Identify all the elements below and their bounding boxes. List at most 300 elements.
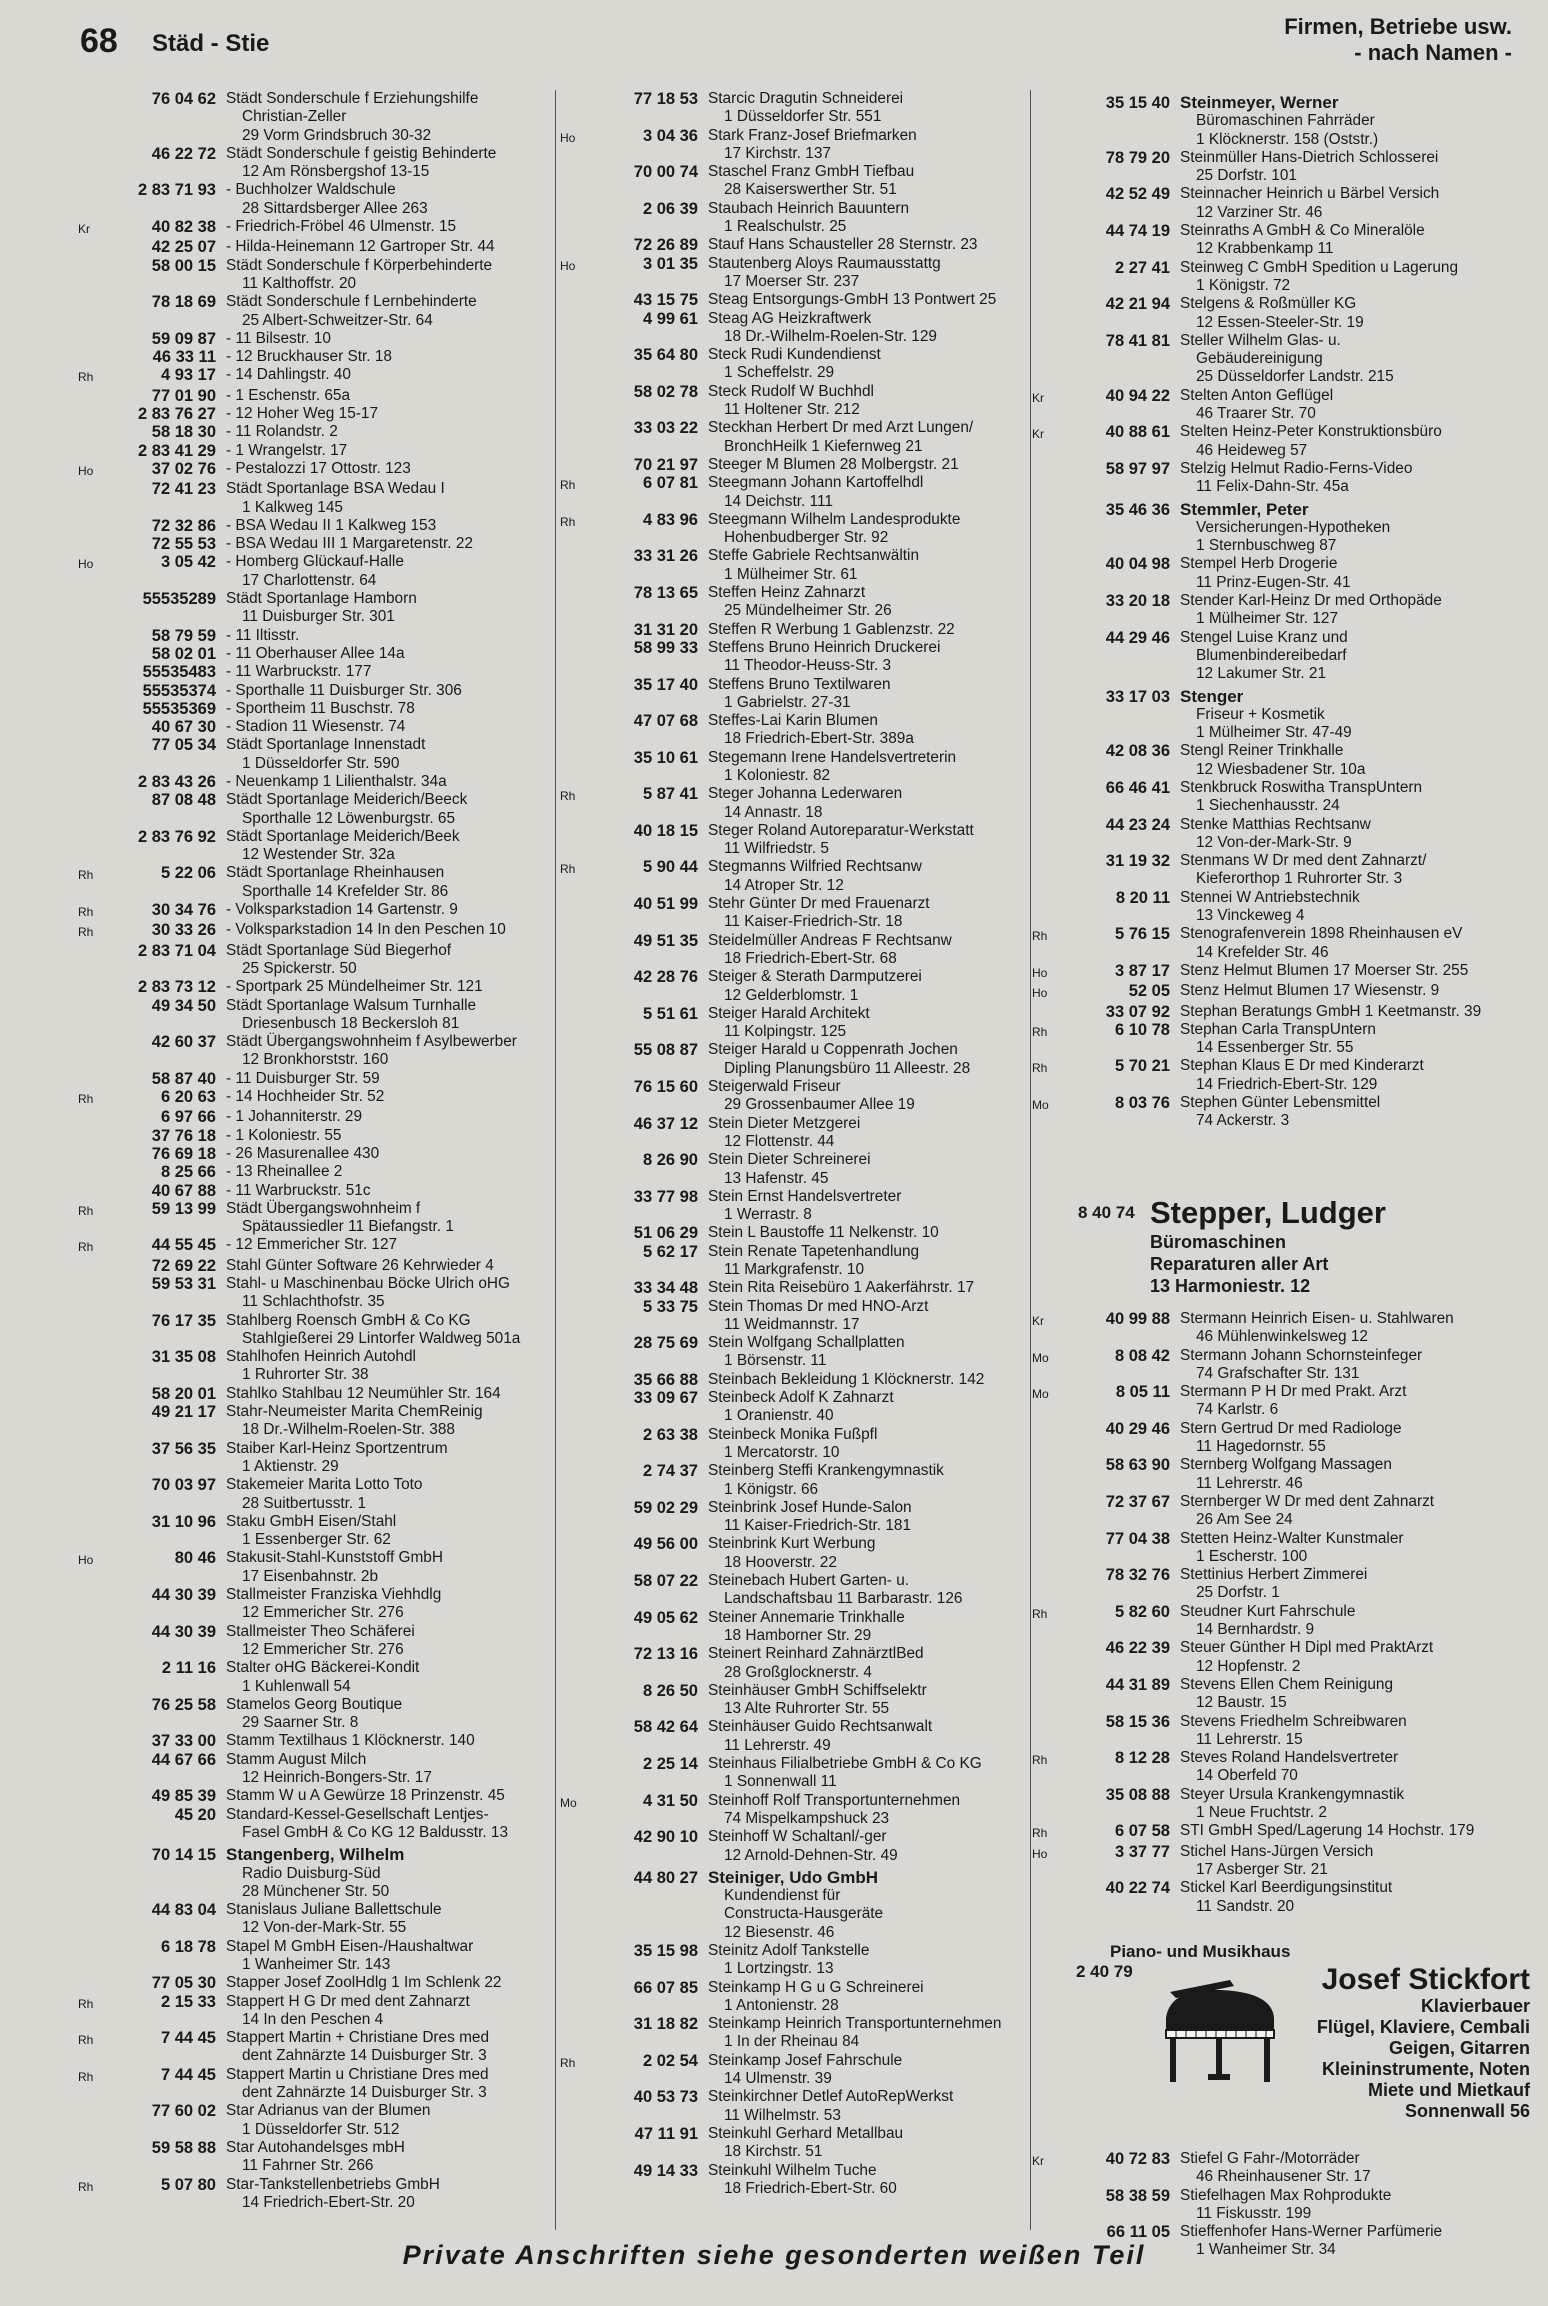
listing-text xyxy=(1180,423,1520,460)
listing-text xyxy=(708,2125,1030,2162)
listing-line: 14 Deichstr. 111 xyxy=(724,492,833,510)
listing-line: 74 Karlstr. 6 xyxy=(1196,1401,1279,1419)
listing-entry xyxy=(78,1787,550,1805)
phone-number: 7 44 45 xyxy=(160,2065,216,2084)
listing-text xyxy=(226,460,550,480)
district-code xyxy=(78,1182,110,1200)
phone-number: 5 33 75 xyxy=(642,1297,698,1316)
listing-line: Steudner Kurt Fahrschule xyxy=(1180,1602,1356,1620)
listing-text xyxy=(708,547,1030,584)
district-code xyxy=(1032,852,1064,889)
district-code xyxy=(78,682,110,700)
advert-phone: 2 40 79 xyxy=(1076,1962,1133,1981)
district-code xyxy=(560,895,592,932)
listing-text xyxy=(1180,962,1520,982)
listing-text xyxy=(226,1236,550,1256)
district-code: Kr xyxy=(1032,2154,1044,2168)
advert-line: Geigen, Gitarren xyxy=(1388,2038,1530,2058)
listing-line: 1 Scheffelstr. 29 xyxy=(724,364,835,382)
listing-line: 25 Düsseldorfer Landstr. 215 xyxy=(1196,368,1394,386)
listing-line: Steinberg Steffi Krankengymnastik xyxy=(708,1462,944,1480)
listing-line: Stanislaus Juliane Ballettschule xyxy=(226,1901,442,1919)
district-code xyxy=(1032,259,1064,296)
phone-number: 58 38 59 xyxy=(1105,2186,1170,2205)
listing-line: Stermann P H Dr med Prakt. Arzt xyxy=(1180,1383,1407,1401)
listing-line: Stephan Carla TranspUntern xyxy=(1180,1020,1376,1038)
listing-text xyxy=(708,1334,1030,1371)
listing-line: 46 Traarer Str. 70 xyxy=(1196,405,1316,423)
phone-number: 2 06 39 xyxy=(642,199,698,218)
listing-text xyxy=(226,700,550,718)
listing-line: 14 In den Peschen 4 xyxy=(242,2010,384,2028)
listing-line: 1 Kalkweg 145 xyxy=(242,498,343,516)
listing-entry xyxy=(78,828,550,865)
district-code xyxy=(1032,629,1064,684)
listing-line: Steiner Annemarie Trinkhalle xyxy=(708,1608,905,1626)
listing-entry xyxy=(560,1334,1030,1371)
district-code: Ho xyxy=(560,130,576,145)
listing-line: Stein Rita Reisebüro 1 Aakerfährstr. 17 xyxy=(708,1279,975,1297)
phone-number: 44 55 45 xyxy=(151,1236,216,1255)
phone-number: 42 08 36 xyxy=(1105,742,1170,761)
listing-line: 25 Mündelheimer Str. 26 xyxy=(724,602,892,620)
phone-number: 76 69 18 xyxy=(151,1144,216,1163)
listing-entry xyxy=(78,1440,550,1477)
phone-number: 72 37 67 xyxy=(1105,1492,1170,1511)
phone-number: 3 37 77 xyxy=(1114,1842,1170,1861)
listing-entry xyxy=(560,2162,1030,2199)
district-code xyxy=(560,1869,592,1942)
listing-entry xyxy=(560,255,1030,292)
listing-line: Steinbeck Monika Fußpfl xyxy=(708,1425,878,1443)
listing-line: Steiger Harald Architekt xyxy=(708,1004,870,1022)
district-code xyxy=(1032,149,1064,186)
listing-text xyxy=(226,1257,550,1275)
listing-line: - 11 Warbruckstr. 51c xyxy=(226,1181,371,1199)
listing-line: 13 Hafenstr. 45 xyxy=(724,1169,829,1187)
listing-line: 25 Dorfstr. 1 xyxy=(1196,1584,1280,1602)
listing-text xyxy=(226,1586,550,1623)
phone-number: 7 44 45 xyxy=(160,2029,216,2048)
phone-number: 2 63 38 xyxy=(642,1425,698,1444)
phone-number: 77 01 90 xyxy=(151,386,216,405)
phone-number: 6 97 66 xyxy=(160,1108,216,1127)
phone-number: 35 15 98 xyxy=(633,1941,698,1960)
listing-text xyxy=(226,1127,550,1145)
phone-number: 49 85 39 xyxy=(151,1787,216,1806)
phone-number: 33 09 67 xyxy=(633,1389,698,1408)
district-code xyxy=(560,1298,592,1335)
listing-line: 12 Baustr. 15 xyxy=(1196,1694,1287,1712)
listing-text xyxy=(226,366,550,386)
listing-entry xyxy=(560,291,1030,309)
phone-number: 55535374 xyxy=(142,681,216,700)
listing-line: 12 Biesenstr. 46 xyxy=(724,1923,835,1941)
phone-number: 58 18 30 xyxy=(151,423,216,442)
district-code xyxy=(560,1041,592,1078)
advert-line: Flügel, Klaviere, Cembali xyxy=(1316,2017,1530,2037)
listing-entry xyxy=(78,442,550,460)
district-code: Rh xyxy=(1032,1606,1048,1621)
district-code xyxy=(78,645,110,663)
listing-line: 12 Emmericher Str. 276 xyxy=(242,1604,404,1622)
listing-line: 1 Mercatorstr. 10 xyxy=(724,1443,840,1461)
listing-line: Steinkamp Heinrich Transportunternehmen xyxy=(708,2015,1002,2033)
district-code: Rh xyxy=(78,905,94,920)
advert-line: Miete und Mietkauf xyxy=(1367,2080,1530,2100)
listing-entry xyxy=(78,736,550,773)
listing-text xyxy=(226,1163,550,1181)
listing-line: 46 Mühlenwinkelsweg 12 xyxy=(1196,1328,1368,1346)
listing-entry xyxy=(1032,1843,1520,1880)
phone-number: 78 41 81 xyxy=(1105,331,1170,350)
phone-number: 72 13 16 xyxy=(633,1645,698,1664)
listing-line: - Volksparkstadion 14 Gartenstr. 9 xyxy=(226,901,458,919)
listing-entry xyxy=(78,1623,550,1660)
district-code xyxy=(78,2102,110,2139)
listing-entry xyxy=(78,1145,550,1163)
listing-text xyxy=(226,718,550,736)
listing-entry xyxy=(78,1108,550,1126)
listing-text xyxy=(226,627,550,645)
listing-text xyxy=(708,639,1030,676)
listing-text xyxy=(226,442,550,460)
listing-entry xyxy=(78,1586,550,1623)
listing-text xyxy=(226,293,550,330)
column-divider xyxy=(555,90,556,2230)
listing-line: Star Autohandelsges mbH xyxy=(226,2138,405,2156)
listing-entry xyxy=(1032,962,1520,982)
phone-number: 58 42 64 xyxy=(633,1718,698,1737)
listing-text xyxy=(226,1751,550,1788)
listing-entry xyxy=(560,90,1030,127)
listing-line: 1 Essenberger Str. 62 xyxy=(242,1531,391,1549)
listing-line: 12 Flottenstr. 44 xyxy=(724,1132,835,1150)
listing-line: - 1 Johanniterstr. 29 xyxy=(226,1108,363,1126)
listing-line: - 11 Duisburger Str. 59 xyxy=(226,1069,380,1087)
phone-number: 70 00 74 xyxy=(633,163,698,182)
listing-entry xyxy=(560,1499,1030,1536)
listing-line: Steinhoff Rolf Transportunternehmen xyxy=(708,1791,961,1809)
listing-line: Stenger xyxy=(1180,686,1244,706)
listing-line: Steffens Bruno Textilwaren xyxy=(708,675,891,693)
district-code xyxy=(78,1732,110,1750)
listing-entry xyxy=(1032,1786,1520,1823)
listing-line: 11 Wilfriedstr. 5 xyxy=(724,840,829,858)
listing-text xyxy=(226,1659,550,1696)
listing-line: Stermann Johann Schornsteinfeger xyxy=(1180,1346,1423,1364)
listing-text xyxy=(708,2052,1030,2089)
district-code xyxy=(560,1334,592,1371)
district-code: Kr xyxy=(1032,427,1044,442)
page-footer: Private Anschriften siehe gesonderten weißen Teil xyxy=(402,2240,1146,2270)
listing-entry xyxy=(560,1609,1030,1646)
listing-line: Sporthalle 14 Krefelder Str. 86 xyxy=(242,882,449,900)
listing-entry xyxy=(78,181,550,218)
phone-number: 42 25 07 xyxy=(151,238,216,257)
phone-number: 2 74 37 xyxy=(642,1462,698,1481)
listing-line: 17 Kirchstr. 137 xyxy=(724,144,831,162)
listing-entry xyxy=(1032,387,1520,424)
listing-entry xyxy=(1032,1493,1520,1530)
listing-entry xyxy=(560,1979,1030,2016)
listing-entry xyxy=(78,293,550,330)
listing-entry xyxy=(560,1371,1030,1389)
district-code xyxy=(560,1005,592,1042)
listing-entry xyxy=(78,366,550,386)
listing-entry xyxy=(560,419,1030,456)
listing-line: Steinkamp H G u G Schreinerei xyxy=(708,1978,924,1996)
phone-number: 5 90 44 xyxy=(642,858,698,877)
listing-line: Steinhaus Filialbetriebe GmbH & Co KG xyxy=(708,1755,982,1773)
listing-text xyxy=(226,1938,550,1975)
listing-line: Stetten Heinz-Walter Kunstmaler xyxy=(1180,1529,1404,1547)
listing-line: 1 Wanheimer Str. 34 xyxy=(1196,2241,1336,2259)
listing-line: Stein Dieter Metzgerei xyxy=(708,1114,861,1132)
listing-entry xyxy=(1032,1057,1520,1094)
listing-entry xyxy=(1032,1420,1520,1457)
listing-line: Kundendienst für xyxy=(724,1887,841,1905)
listing-entry xyxy=(78,1751,550,1788)
listing-entry xyxy=(78,1385,550,1403)
listing-text xyxy=(226,1108,550,1126)
district-code xyxy=(1032,1676,1064,1713)
listing-text xyxy=(1180,852,1520,889)
district-code xyxy=(78,181,110,218)
district-code: Rh xyxy=(1032,929,1048,944)
listing-line: 11 Felix-Dahn-Str. 45a xyxy=(1196,478,1349,496)
listing-text xyxy=(1180,779,1520,816)
listing-text xyxy=(708,1718,1030,1755)
district-code: Ho xyxy=(78,557,94,572)
listing-line: - 13 Rheinallee 2 xyxy=(226,1163,343,1181)
listing-line: Sporthalle 12 Löwenburgstr. 65 xyxy=(242,809,456,827)
listing-text xyxy=(226,423,550,441)
phone-number: 8 08 42 xyxy=(1114,1346,1170,1365)
listing-line: Stahr-Neumeister Marita ChemReinig xyxy=(226,1403,483,1421)
listing-line: Städt Sportanlage BSA Wedau I xyxy=(226,480,445,498)
district-code xyxy=(560,1115,592,1152)
district-code xyxy=(78,1385,110,1403)
listing-line: Steffe Gabriele Rechtsanwältin xyxy=(708,547,920,565)
listing-line: 29 Grossenbaumer Allee 19 xyxy=(724,1096,915,1114)
district-code: Rh xyxy=(78,1240,94,1255)
listing-entry xyxy=(1032,925,1520,962)
listing-line: Städt Übergangswohnheim f xyxy=(226,1199,421,1217)
listing-text xyxy=(1180,688,1520,743)
phone-number: 35 10 61 xyxy=(633,748,698,767)
listing-line: Steffens Bruno Heinrich Druckerei xyxy=(708,638,941,656)
listing-text xyxy=(226,1088,550,1108)
listing-line: 12 Hopfenstr. 2 xyxy=(1196,1657,1301,1675)
listing-line: 12 Von-der-Mark-Str. 9 xyxy=(1196,833,1352,851)
listing-line: - Friedrich-Fröbel 46 Ulmenstr. 15 xyxy=(226,218,457,236)
district-code xyxy=(78,1974,110,1992)
listing-line: Stenografenverein 1898 Rheinhausen eV xyxy=(1180,925,1463,943)
listing-line: Steves Roland Handelsvertreter xyxy=(1180,1749,1399,1767)
phone-number: 76 15 60 xyxy=(633,1078,698,1097)
listing-text xyxy=(708,932,1030,969)
district-code: Ho xyxy=(1032,986,1048,1001)
listing-entry xyxy=(1032,1310,1520,1347)
listing-entry xyxy=(1032,259,1520,296)
listing-entry xyxy=(560,1942,1030,1979)
listing-text xyxy=(226,942,550,979)
district-code xyxy=(560,163,592,200)
listing-text xyxy=(708,584,1030,621)
phone-number: 77 18 53 xyxy=(633,90,698,108)
phone-number: 3 87 17 xyxy=(1114,961,1170,980)
listing-line: Steger Roland Autoreparatur-Werkstatt xyxy=(708,821,974,839)
phone-number: 33 31 26 xyxy=(633,547,698,566)
district-code xyxy=(78,978,110,996)
listing-line: Steffen R Werbung 1 Gablenzstr. 22 xyxy=(708,620,955,638)
district-code xyxy=(78,1348,110,1385)
column-3 xyxy=(1032,90,1520,1131)
listing-text xyxy=(226,1846,550,1901)
listing-line: Städt Sportanlage Meiderich/Beek xyxy=(226,827,460,845)
district-code xyxy=(78,330,110,348)
phone-number: 35 15 40 xyxy=(1105,94,1170,112)
phone-number: 58 00 15 xyxy=(151,256,216,275)
listing-line: Stelzig Helmut Radio-Ferns-Video xyxy=(1180,459,1413,477)
listing-line: 12 Am Rönsbergshof 13-15 xyxy=(242,163,430,181)
listing-entry xyxy=(78,1549,550,1586)
listing-entry xyxy=(560,785,1030,822)
listing-entry xyxy=(78,1033,550,1070)
listing-line: Steinhoff W Schaltanl/-ger xyxy=(708,1828,887,1846)
district-code xyxy=(1032,460,1064,497)
district-code xyxy=(1032,1879,1064,1916)
listing-line: Stapel M GmbH Eisen-/Haushaltwar xyxy=(226,1937,474,1955)
district-code xyxy=(560,346,592,383)
district-code xyxy=(560,712,592,749)
listing-line: 1 Königstr. 66 xyxy=(724,1480,819,1498)
listing-text xyxy=(226,736,550,773)
listing-text xyxy=(1180,149,1520,186)
district-code xyxy=(78,387,110,405)
listing-line: Steinhäuser GmbH Schiffselektr xyxy=(708,1681,927,1699)
listing-text xyxy=(226,791,550,828)
phone-number: 72 69 22 xyxy=(151,1256,216,1275)
listing-entry xyxy=(560,1682,1030,1719)
district-code xyxy=(560,1078,592,1115)
listing-line: 14 Essenberger Str. 55 xyxy=(1196,1039,1354,1057)
listing-entry xyxy=(78,1257,550,1275)
district-code xyxy=(560,1942,592,1979)
phone-number: 2 83 43 26 xyxy=(138,772,216,791)
listing-line: Staubach Heinrich Bauuntern xyxy=(708,199,910,217)
listing-text xyxy=(226,1385,550,1403)
listing-line: 11 Lehrerstr. 46 xyxy=(1196,1474,1303,1492)
listing-text xyxy=(226,1312,550,1349)
listing-line: 1 Mülheimer Str. 127 xyxy=(1196,610,1339,628)
listing-line: Kieferorthop 1 Ruhrorter Str. 3 xyxy=(1196,870,1403,888)
listing-line: Staku GmbH Eisen/Stahl xyxy=(226,1512,397,1530)
district-code xyxy=(1032,94,1064,149)
listing-line: - 11 Oberhauser Allee 14a xyxy=(226,644,405,662)
listing-text xyxy=(226,1787,550,1805)
listing-text xyxy=(708,127,1030,164)
district-code xyxy=(560,932,592,969)
listing-line: 46 Heideweg 57 xyxy=(1196,441,1308,459)
listing-entry xyxy=(560,1792,1030,1829)
phone-number: 28 75 69 xyxy=(633,1334,698,1353)
listing-line: Landschaftsbau 11 Barbarastr. 126 xyxy=(724,1590,963,1608)
phone-number: 59 53 31 xyxy=(151,1275,216,1293)
district-code: Rh xyxy=(78,868,94,883)
listing-line: 1 Oranienstr. 40 xyxy=(724,1407,834,1425)
listing-line: Steinhäuser Guido Rechtsanwalt xyxy=(708,1718,933,1736)
listing-text xyxy=(226,2029,550,2066)
listing-line: 25 Spickerstr. 50 xyxy=(242,959,357,977)
listing-text xyxy=(226,682,550,700)
listing-line: 1 Ruhrorter Str. 38 xyxy=(242,1366,369,1384)
district-code: Rh xyxy=(78,1203,94,1218)
district-code xyxy=(560,1535,592,1572)
listing-line: - 12 Hoher Weg 15-17 xyxy=(226,405,378,423)
district-code xyxy=(78,442,110,460)
advert-phone: 8 40 74 xyxy=(1078,1203,1135,1222)
listing-entry xyxy=(560,1005,1030,1042)
listing-text xyxy=(708,1942,1030,1979)
listing-entry xyxy=(560,749,1030,786)
listing-text xyxy=(226,1033,550,1070)
listing-line: Steinmüller Hans-Dietrich Schlosserei xyxy=(1180,148,1439,166)
listing-text xyxy=(1180,1383,1520,1420)
listing-line: 13 Alte Ruhrorter Str. 55 xyxy=(724,1700,890,1718)
listing-line: 11 Holtener Str. 212 xyxy=(724,401,860,419)
listing-line: Steller Wilhelm Glas- u. xyxy=(1180,331,1341,349)
listing-entry xyxy=(560,1462,1030,1499)
listing-entry xyxy=(78,1182,550,1200)
listing-line: - Sporthalle 11 Duisburger Str. 306 xyxy=(226,681,462,699)
listing-line: Stapper Josef ZoolHdlg 1 Im Schlenk 22 xyxy=(226,1974,502,1992)
listing-entry xyxy=(78,1659,550,1696)
listing-entry xyxy=(78,460,550,480)
listing-text xyxy=(708,2162,1030,2199)
phone-number: 2 83 71 04 xyxy=(138,941,216,960)
listing-text xyxy=(226,663,550,681)
district-code xyxy=(78,590,110,627)
district-code xyxy=(78,1901,110,1938)
listing-line: Stevens Ellen Chem Reinigung xyxy=(1180,1675,1394,1693)
district-code xyxy=(1032,1420,1064,1457)
listing-line: Steiniger, Udo GmbH xyxy=(708,1867,879,1887)
listing-line: 12 Von-der-Mark-Str. 55 xyxy=(242,1919,407,1937)
listing-entry xyxy=(1032,185,1520,222)
listing-entry xyxy=(560,200,1030,237)
listing-text xyxy=(226,553,550,590)
listing-line: Steckhan Herbert Dr med Arzt Lungen/ xyxy=(708,419,974,437)
phone-number: 78 32 76 xyxy=(1105,1566,1170,1585)
listing-line: Steinkamp Josef Fahrschule xyxy=(708,2051,903,2069)
listing-line: Stauf Hans Schausteller 28 Sternstr. 23 xyxy=(708,236,978,254)
listing-entry xyxy=(560,1426,1030,1463)
district-code xyxy=(78,1312,110,1349)
listing-text xyxy=(1180,259,1520,296)
phone-number: 49 21 17 xyxy=(151,1403,216,1422)
listing-line: Stengl Reiner Trinkhalle xyxy=(1180,742,1344,760)
listing-text xyxy=(226,1549,550,1586)
phone-number: 44 80 27 xyxy=(633,1868,698,1887)
listing-entry xyxy=(78,1200,550,1237)
district-code: Rh xyxy=(78,1996,94,2011)
listing-line: 1 Realschulstr. 25 xyxy=(724,218,847,236)
district-code xyxy=(560,1609,592,1646)
listing-line: 11 Lehrerstr. 15 xyxy=(1196,1730,1303,1748)
listing-line: 11 Wilhelmstr. 53 xyxy=(724,2106,841,2124)
